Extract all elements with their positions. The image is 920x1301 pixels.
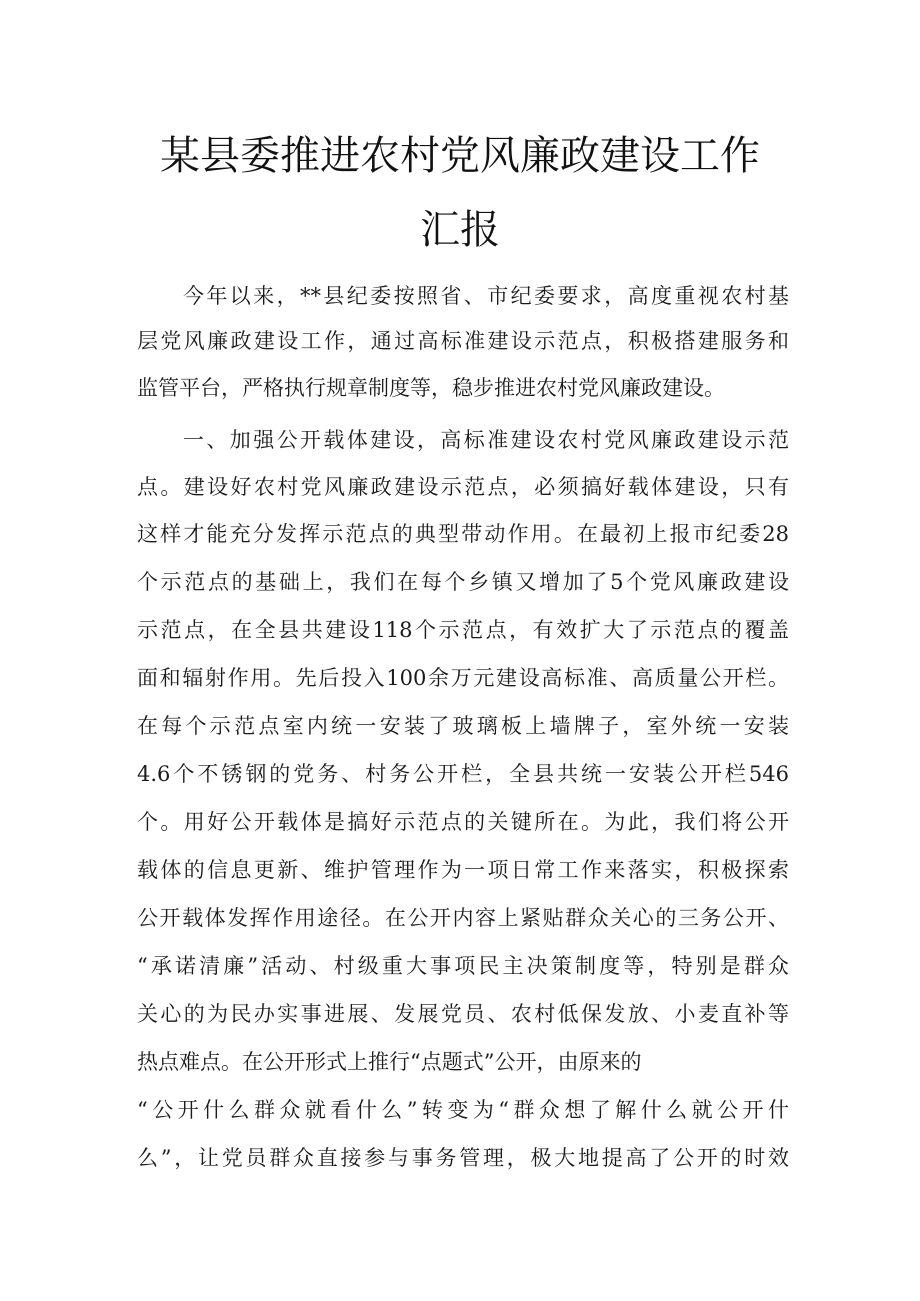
paragraph-line: 监管平台，严格执行规章制度等，稳步推进农村党风廉政建设。 (137, 376, 725, 400)
paragraph-line: 点。建设好农村党风廉政建设示范点，必须搞好载体建设，只有 (137, 475, 789, 499)
paragraph-line: 公开载体发挥作用途径。在公开内容上紧贴群众关心的三务公开、 (137, 906, 789, 930)
paragraph-line: 个。用好公开载体是搞好示范点的关键所在。为此，我们将公开 (137, 810, 789, 834)
paragraph-line: 在每个示范点室内统一安装了玻璃板上墙牌子，室外统一安装 (137, 714, 789, 738)
paragraph-line: 今年以来，**县纪委按照省、市纪委要求，高度重视农村基 (183, 284, 789, 308)
paragraph-line: 热点难点。在公开形式上推行“点题式”公开，由原来的 (137, 1050, 642, 1074)
paragraph-line: 面和辐射作用。先后投入100余万元建设高标准、高质量公开栏。 (137, 666, 789, 690)
paragraph-line: 这样才能充分发挥示范点的典型带动作用。在最初上报市纪委28 (137, 522, 789, 546)
paragraph-line: 一、加强公开载体建设，高标准建设农村党风廉政建设示范 (183, 428, 789, 452)
paragraph-line: 么”，让党员群众直接参与事务管理，极大地提高了公开的时效 (137, 1146, 789, 1170)
document-title-line-2: 汇报 (420, 207, 500, 253)
paragraph-line: 关心的为民办实事进展、发展党员、农村低保发放、小麦直补等 (137, 1002, 789, 1026)
paragraph-line: 层党风廉政建设工作，通过高标准建设示范点，积极搭建服务和 (137, 329, 789, 353)
paragraph-line: 载体的信息更新、维护管理作为一项日常工作来落实，积极探索 (137, 858, 789, 882)
paragraph-line: 个示范点的基础上，我们在每个乡镇又增加了5个党风廉政建设 (137, 570, 789, 594)
paragraph-line: 4.6个不锈钢的党务、村务公开栏，全县共统一安装公开栏546 (137, 762, 789, 786)
paragraph-line: “承诺清廉”活动、村级重大事项民主决策制度等，特别是群众 (137, 954, 789, 978)
paragraph-line: “公开什么群众就看什么”转变为“群众想了解什么就公开什 (137, 1098, 789, 1122)
document-title-line-1: 某县委推进农村党风廉政建设工作 (160, 133, 760, 179)
paragraph-line: 示范点，在全县共建设118个示范点，有效扩大了示范点的覆盖 (137, 618, 789, 642)
